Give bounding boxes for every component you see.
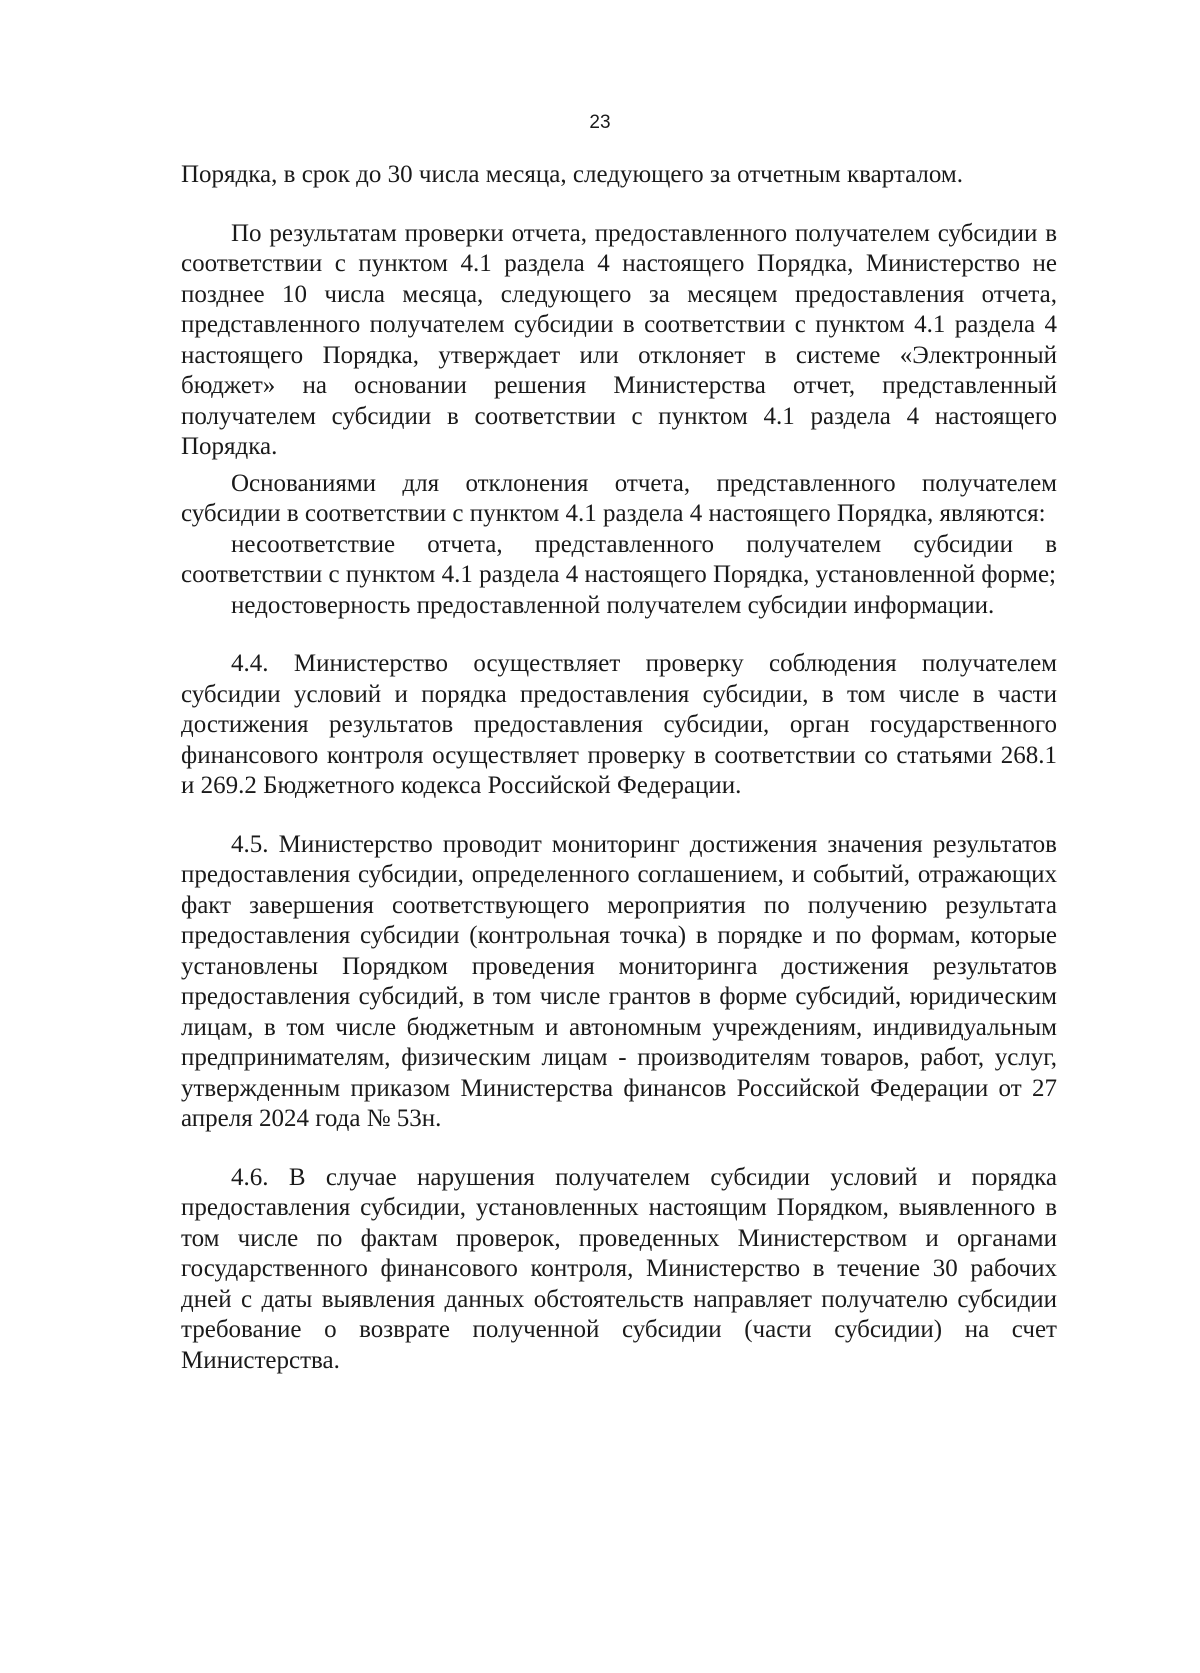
paragraph-ground-form-mismatch: несоответствие отчета, представленного получателем субсидии в соответствии с пунктом 4.1 раздела 4 настоящего Порядка, установленной форме; (181, 530, 1057, 588)
paragraph-report-check: По результатам проверки отчета, предоставленного получателем субсидии в соответствии с пунктом 4.1 раздела 4 настоящего Порядка, Министерство не позднее 10 числа месяца, следующего за месяцем предоставления отчета, представленного получателем субсидии в соответствии с пунктом 4.1 раздела 4 настоящего Порядка, утверждает или отклоняет в системе «Электронный бюджет» на основании решения Министерства отчет, представленный получателем субсидии в соответствии с пунктом 4.1 раздела 4 настоящего Порядка. (181, 219, 1057, 460)
paragraph-4-6: 4.6. В случае нарушения получателем субсидии условий и порядка предоставления субсидии, установленных настоящим Порядком, выявленного в том числе по фактам проверок, проведенных Министерством и органами государственного финансового контроля, Министерство в течение 30 рабочих дней с даты выявления данных обстоятельств направляет получателю субсидии требование о возврате полученной субсидии (части субсидии) на счет Министерства. (181, 1163, 1057, 1374)
paragraph-ground-unreliable-info: недостоверность предоставленной получателем субсидии информации. (231, 591, 995, 619)
paragraph-4-4: 4.4. Министерство осуществляет проверку соблюдения получателем субсидии условий и порядка предоставления субсидии, в том числе в части достижения результатов предоставления субсидии, орган государственного финансового контроля осуществляет проверку в соответствии со статьями 268.1 и 269.2 Бюджетного кодекса Российской Федерации. (181, 650, 1057, 799)
paragraph-rejection-grounds: Основаниями для отклонения отчета, представленного получателем субсидии в соответствии с пунктом 4.1 раздела 4 настоящего Порядка, являются: (181, 469, 1057, 527)
document-body (181, 160, 1057, 1376)
paragraph-continuation: Порядка, в срок до 30 числа месяца, следующего за отчетным кварталом. (181, 161, 964, 188)
paragraph-4-5: 4.5. Министерство проводит мониторинг достижения значения результатов предоставления субсидии, определенного соглашением, и событий, отражающих факт завершения соответствующего мероприятия по получению результата предоставления субсидии (контрольная точка) в порядке и по формам, которые установлены Порядком проведения мониторинга достижения результатов предоставления субсидий, в том числе грантов в форме субсидий, юридическим лицам, в том числе бюджетным и автономным учреждениям, индивидуальным предпринимателям, физическим лицам - производителям товаров, работ, услуг, утвержденным приказом Министерства финансов Российской Федерации от 27 апреля 2024 года № 53н. (181, 830, 1057, 1132)
page-number: 23 (589, 112, 611, 133)
